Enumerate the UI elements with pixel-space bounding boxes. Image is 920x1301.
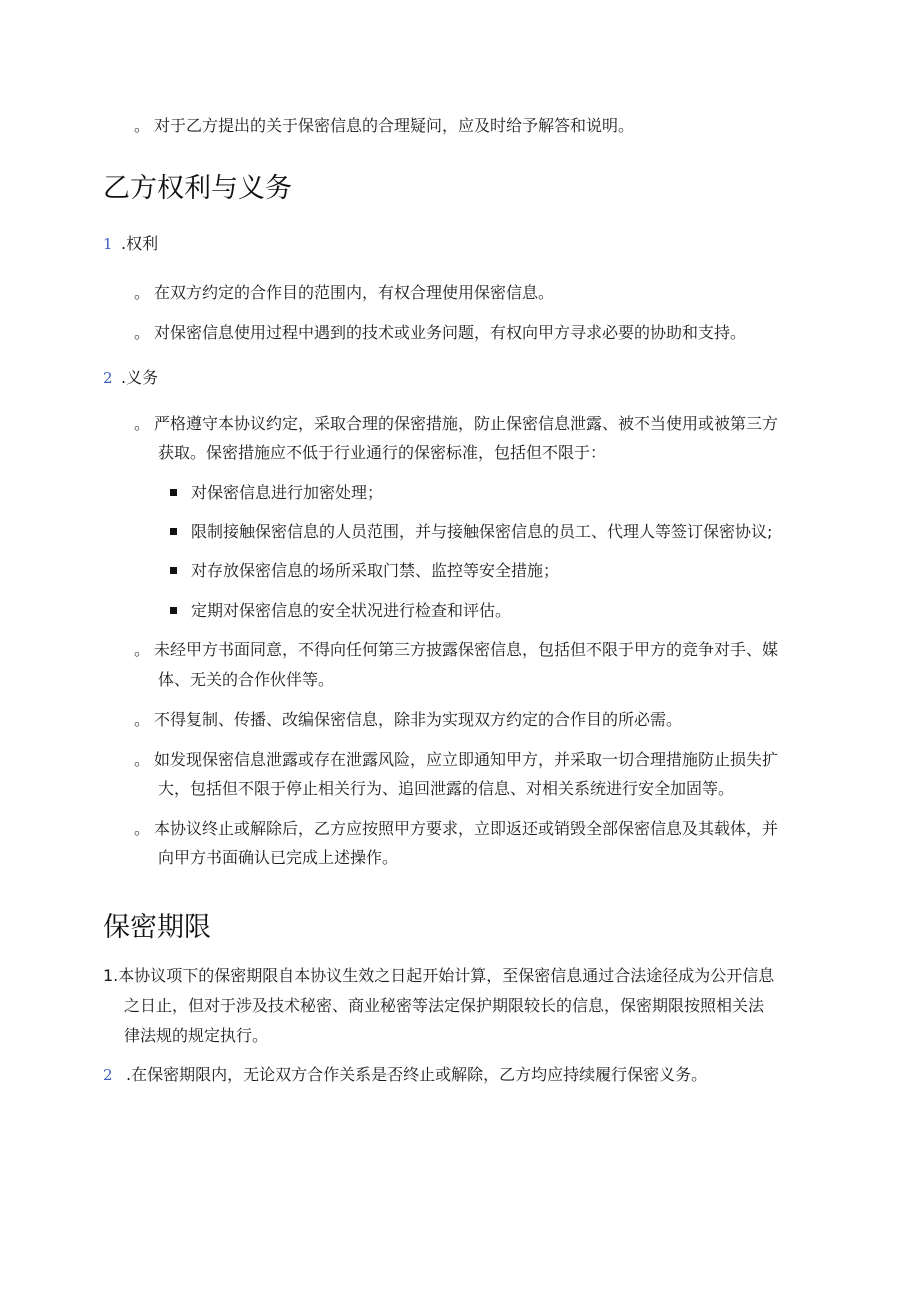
list-number: 2 xyxy=(103,369,113,387)
sub-list-item: 限制接触保密信息的人员范围，并与接触保密信息的员工、代理人等签订保密协议; xyxy=(191,522,773,541)
square-bullet-icon xyxy=(170,567,177,574)
list-item-line: 向甲方书面确认已完成上述操作。 xyxy=(158,848,399,867)
section-heading-rights-obligations: 乙方权利与义务 xyxy=(103,173,292,204)
numbered-item: .在保密期限内，无论双方合作关系是否终止或解除，乙方均应持续履行保密义务。 xyxy=(126,1065,708,1084)
list-bullet: 。 xyxy=(134,116,151,135)
subsection-label-rights: .权利 xyxy=(121,234,159,253)
list-item-line: 本协议终止或解除后，乙方应按照甲方要求，立即返还或销毁全部保密信息及其载体，并 xyxy=(154,819,779,838)
list-bullet: 。 xyxy=(134,283,151,302)
list-number: 2 xyxy=(103,1066,113,1084)
section-heading-term: 保密期限 xyxy=(103,912,211,943)
list-bullet: 。 xyxy=(134,640,151,659)
list-bullet: 。 xyxy=(134,819,151,838)
numbered-item-line: 之日止，但对于涉及技术秘密、商业秘密等法定保护期限较长的信息，保密期限按照相关法 xyxy=(124,996,765,1015)
list-item: 不得复制、传播、改编保密信息，除非为实现双方约定的合作目的所必需。 xyxy=(154,710,683,729)
list-bullet: 。 xyxy=(134,710,151,729)
list-item: 对于乙方提出的关于保密信息的合理疑问，应及时给予解答和说明。 xyxy=(154,116,635,135)
list-item-line: 未经甲方书面同意，不得向任何第三方披露保密信息，包括但不限于甲方的竞争对手、媒 xyxy=(154,640,779,659)
list-item: 在双方约定的合作目的范围内，有权合理使用保密信息。 xyxy=(154,283,555,302)
list-bullet: 。 xyxy=(134,323,151,342)
list-bullet: 。 xyxy=(134,750,151,769)
sub-list-item: 对保密信息进行加密处理； xyxy=(191,483,384,502)
numbered-item-line: 律法规的规定执行。 xyxy=(124,1026,269,1045)
list-bullet: 。 xyxy=(134,414,151,433)
numbered-item-line: 1.本协议项下的保密期限自本协议生效之日起开始计算，至保密信息通过合法途径成为公开信息 xyxy=(103,966,775,985)
list-item-line: 如发现保密信息泄露或存在泄露风险，应立即通知甲方，并采取一切合理措施防止损失扩 xyxy=(154,750,779,769)
square-bullet-icon xyxy=(170,528,177,535)
list-item-line: 体、无关的合作伙伴等。 xyxy=(158,670,335,689)
sub-list-item: 定期对保密信息的安全状况进行检查和评估。 xyxy=(191,601,512,620)
list-number: 1 xyxy=(103,235,113,253)
square-bullet-icon xyxy=(170,607,177,614)
list-item-line: 获取。保密措施应不低于行业通行的保密标准，包括但不限于： xyxy=(158,443,607,462)
sub-list-item: 对存放保密信息的场所采取门禁、监控等安全措施； xyxy=(191,561,560,580)
list-item: 对保密信息使用过程中遇到的技术或业务问题，有权向甲方寻求必要的协助和支持。 xyxy=(154,323,747,342)
list-item-line: 大，包括但不限于停止相关行为、追回泄露的信息、对相关系统进行安全加固等。 xyxy=(158,779,735,798)
subsection-label-obligations: .义务 xyxy=(121,368,159,387)
list-item-line: 严格遵守本协议约定，采取合理的保密措施，防止保密信息泄露、被不当使用或被第三方 xyxy=(154,414,779,433)
square-bullet-icon xyxy=(170,489,177,496)
